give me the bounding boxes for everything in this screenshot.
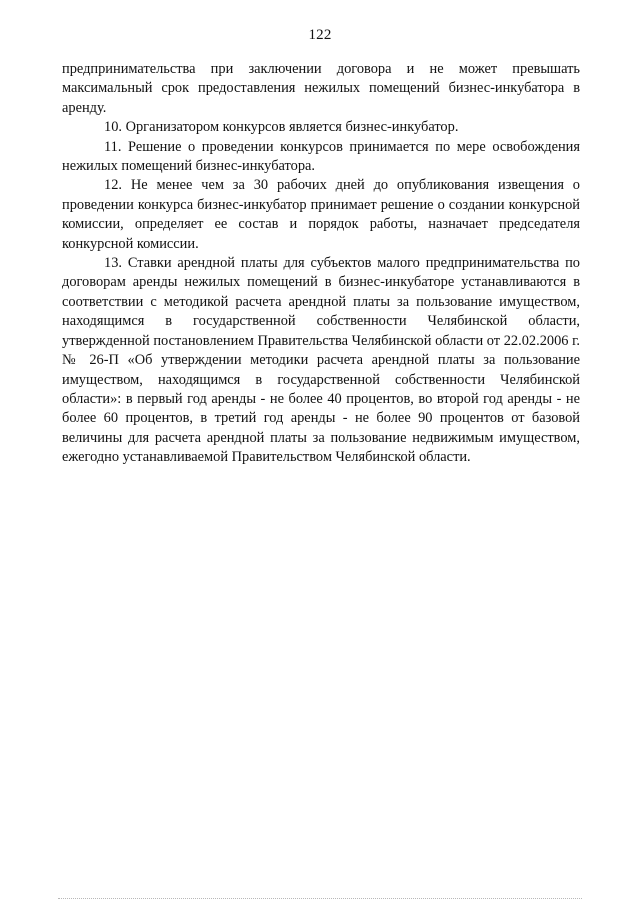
paragraph-continuation: предпринимательства при заключении договора и не может превышать максимальный срок предоставления нежилых помещений бизнес-инкубатора в аренду. [62,61,580,116]
page-number: 122 [308,27,332,43]
document-body [62,60,580,468]
scan-bottom-edge [58,898,582,899]
paragraph-11: 11. Решение о проведении конкурсов принимается по мере освобождения нежилых помещений бизнес-инкубатора. [62,138,580,175]
paragraph-13: 13. Ставки арендной платы для субъектов малого предпринимательства по договорам аренды нежилых помещений в бизнес-инкубаторе устанавливаются в соответствии с методикой расчета арендной платы за пользование имуществом, находящимся в государственной собственности Челябинской области, утвержденной постановлением Правительства Челябинской области от 22.02.2006 г. № 26-П «Об утверждении методики расчета арендной платы за пользование имуществом, находящимся в государственной собственности Челябинской области»: в первый год аренды - не более 40 процентов, во второй год аренды - не более 60 процентов, в третий год аренды - не более 90 процентов от базовой величины для расчета арендной платы за пользование недвижимым имуществом, ежегодно устанавливаемой Правительством Челябинской области. [62,255,580,466]
paragraph-10: 10. Организатором конкурсов является бизнес-инкубатор. [104,119,459,136]
paragraph-12: 12. Не менее чем за 30 рабочих дней до опубликования извещения о проведении конкурса бизнес-инкубатор принимает решение о создании конкурсной комиссии, определяет ее состав и порядок работы, назначает председателя конкурсной комиссии. [62,177,580,252]
